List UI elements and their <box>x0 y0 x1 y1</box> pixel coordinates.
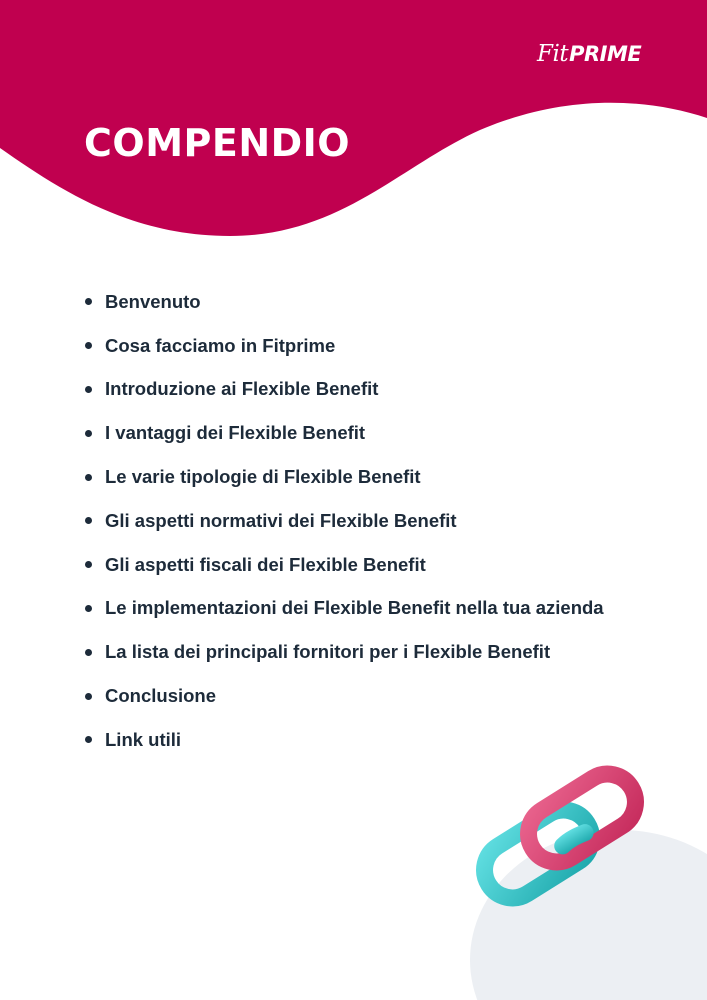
toc-item-label: La lista dei principali fornitori per i Flexible Benefit <box>105 641 551 663</box>
toc-item-label: Introduzione ai Flexible Benefit <box>105 378 379 400</box>
toc-item <box>84 324 684 368</box>
logo-script-text: Fit <box>537 41 569 67</box>
toc-item-label: Le implementazioni dei Flexible Benefit nella tua azienda <box>105 597 604 619</box>
bullet-icon <box>85 649 92 656</box>
bullet-icon <box>85 386 92 393</box>
chain-link-icon <box>466 760 656 920</box>
toc-item <box>84 543 684 587</box>
fitprime-logo <box>537 34 647 74</box>
bullet-icon <box>85 474 92 481</box>
bullet-icon <box>85 736 92 743</box>
toc-item-label: I vantaggi dei Flexible Benefit <box>105 422 366 444</box>
toc-item <box>84 674 684 718</box>
toc-item-label: Conclusione <box>105 685 217 707</box>
toc-item <box>84 718 684 762</box>
toc-item <box>84 499 684 543</box>
toc-item-label: Gli aspetti fiscali dei Flexible Benefit <box>105 553 426 575</box>
toc-item-label: Benvenuto <box>105 290 201 312</box>
toc-item <box>84 455 684 499</box>
toc-item-label: Link utili <box>105 728 182 750</box>
toc-item <box>84 587 684 631</box>
toc-item <box>84 630 684 674</box>
table-of-contents <box>84 280 684 762</box>
toc-item-label: Gli aspetti normativi dei Flexible Benefit <box>105 509 457 531</box>
page-title: COMPENDIO <box>84 121 351 165</box>
bullet-icon <box>85 605 92 612</box>
bullet-icon <box>85 430 92 437</box>
bullet-icon <box>85 561 92 568</box>
toc-item <box>84 368 684 412</box>
bullet-icon <box>85 298 92 305</box>
toc-item-label: Le varie tipologie di Flexible Benefit <box>105 466 421 488</box>
toc-item <box>84 411 684 455</box>
toc-item-label: Cosa facciamo in Fitprime <box>105 334 336 356</box>
logo-caps-text: PRIME <box>569 42 642 66</box>
toc-item <box>84 280 684 324</box>
bullet-icon <box>85 693 92 700</box>
bullet-icon <box>85 517 92 524</box>
bullet-icon <box>85 342 92 349</box>
